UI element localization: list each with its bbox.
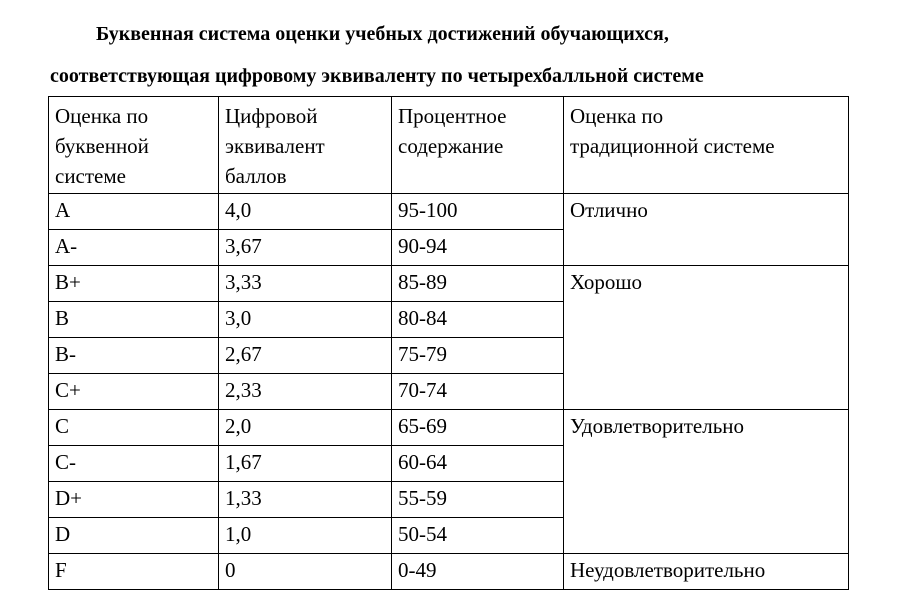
points-cell: 1,67 bbox=[219, 446, 392, 482]
letter-grade-cell: C+ bbox=[49, 374, 219, 410]
percent-cell: 70-74 bbox=[392, 374, 564, 410]
letter-grade-cell: B bbox=[49, 302, 219, 338]
percent-cell: 55-59 bbox=[392, 482, 564, 518]
points-cell: 2,33 bbox=[219, 374, 392, 410]
points-cell: 4,0 bbox=[219, 194, 392, 230]
header-text: Процентное bbox=[398, 104, 507, 128]
header-numeric-equivalent bbox=[219, 97, 392, 194]
letter-grade-cell: D bbox=[49, 518, 219, 554]
letter-grade-cell: C- bbox=[49, 446, 219, 482]
percent-cell: 60-64 bbox=[392, 446, 564, 482]
table-header-row bbox=[49, 97, 849, 194]
letter-grade-cell: F bbox=[49, 554, 219, 590]
header-traditional-grade bbox=[564, 97, 849, 194]
percent-cell: 65-69 bbox=[392, 410, 564, 446]
header-text: системе bbox=[55, 164, 126, 188]
points-cell: 3,67 bbox=[219, 230, 392, 266]
points-cell: 3,33 bbox=[219, 266, 392, 302]
points-cell: 1,0 bbox=[219, 518, 392, 554]
letter-grade-cell: C bbox=[49, 410, 219, 446]
points-cell: 2,0 bbox=[219, 410, 392, 446]
traditional-grade-cell: Хорошо bbox=[564, 266, 849, 410]
header-letter-grade bbox=[49, 97, 219, 194]
points-cell: 2,67 bbox=[219, 338, 392, 374]
percent-cell: 0-49 bbox=[392, 554, 564, 590]
header-percent-content bbox=[392, 97, 564, 194]
percent-cell: 80-84 bbox=[392, 302, 564, 338]
table-row bbox=[49, 266, 849, 302]
letter-grade-cell: A- bbox=[49, 230, 219, 266]
header-text: буквенной bbox=[55, 134, 149, 158]
percent-cell: 75-79 bbox=[392, 338, 564, 374]
grading-table bbox=[48, 96, 849, 590]
table-row bbox=[49, 410, 849, 446]
points-cell: 1,33 bbox=[219, 482, 392, 518]
points-cell: 0 bbox=[219, 554, 392, 590]
document-title-line-2: соответствующая цифровому эквиваленту по четырехбалльной системе bbox=[50, 65, 704, 87]
header-text: эквивалент bbox=[225, 134, 325, 158]
points-cell: 3,0 bbox=[219, 302, 392, 338]
table-row bbox=[49, 194, 849, 230]
traditional-grade-cell: Неудовлетворительно bbox=[564, 554, 849, 590]
traditional-grade-cell: Отлично bbox=[564, 194, 849, 266]
percent-cell: 50-54 bbox=[392, 518, 564, 554]
table-row bbox=[49, 554, 849, 590]
letter-grade-cell: B+ bbox=[49, 266, 219, 302]
letter-grade-cell: D+ bbox=[49, 482, 219, 518]
percent-cell: 90-94 bbox=[392, 230, 564, 266]
percent-cell: 85-89 bbox=[392, 266, 564, 302]
percent-cell: 95-100 bbox=[392, 194, 564, 230]
traditional-grade-cell: Удовлетворительно bbox=[564, 410, 849, 554]
header-text: Оценка по bbox=[570, 104, 664, 128]
document-title-line-1: Буквенная система оценки учебных достижений обучающихся, bbox=[96, 23, 669, 45]
header-text: содержание bbox=[398, 134, 504, 158]
header-text: баллов bbox=[225, 164, 287, 188]
header-text: традиционной системе bbox=[570, 134, 775, 158]
header-text: Оценка по bbox=[55, 104, 149, 128]
header-text: Цифровой bbox=[225, 104, 318, 128]
letter-grade-cell: B- bbox=[49, 338, 219, 374]
letter-grade-cell: A bbox=[49, 194, 219, 230]
